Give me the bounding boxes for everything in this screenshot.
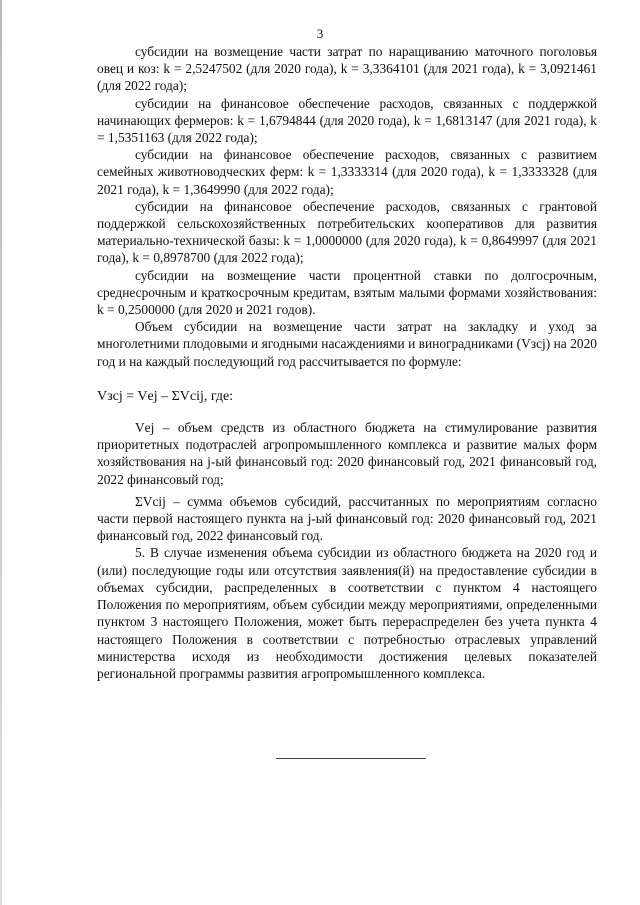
definition-sum-vcij: ΣVсij – сумма объемов субсидий, рассчитанных по мероприятиям согласно части первой настоящего пункта на j-ый финансовый год: 2020 финансовый год, 2021 финансовый год, 2022 финансовый год. <box>97 493 597 544</box>
document-body <box>97 43 597 682</box>
formula: Vзсj = Vеj – ΣVсij, где: <box>97 388 234 404</box>
clause-5: 5. В случае изменения объема субсидии из областного бюджета на 2020 год и (или) последующие годы или отсутствия заявления(й) на предоставление субсидии в объемах субсидии, распределенных в соответствии с пунктом 4 настоящего Положения по мероприятиям, объем субсидии между мероприятиями, определенными пунктом 3 настоящего Положения, может быть перераспределен без учета пункта 4 настоящего Положения в соответствии с потребностью отраслевых управлений министерства исходя из необходимости достижения целевых показателей региональной программы развития агропромышленного комплекса. <box>97 545 597 681</box>
scan-edge <box>0 0 2 905</box>
paragraph-sheep-goats: субсидии на возмещение части затрат по наращиванию маточного поголовья овец и коз: k = 2,5247502 (для 2020 года), k = 3,3364101 (для 2021 года), k = 3,0921461 (для 2022 года); <box>97 44 597 94</box>
definition-vej: Vеj – объем средств из областного бюджета на стимулирование развития приоритетных подотраслей агропромышленного комплекса и развитие малых форм хозяйствования на j-ый финансовый год: 2020 финансовый год, 2021 финансовый год, 2022 финансовый год; <box>97 420 597 487</box>
paragraph-beginning-farmers: субсидии на финансовое обеспечение расходов, связанных с поддержкой начинающих фермеров: k = 1,6794844 (для 2020 года), k = 1,6813147 (для 2021 года), k = 1,5351163 (для 2022 года); <box>97 95 597 146</box>
paragraph-orchards-volume: Объем субсидии на возмещение части затрат на закладку и уход за многолетними плодовыми и ягодными насаждениями и виноградниками (Vзсj) на 2020 год и на каждый последующий год рассчитывается по формуле: <box>97 319 597 369</box>
end-separator-line <box>276 758 426 759</box>
paragraph-interest-rate: субсидии на возмещение части процентной ставки по долгосрочным, среднесрочным и краткосрочным кредитам, взятым малыми формами хозяйствования: k = 0,2500000 (для 2020 и 2021 годов). <box>97 267 597 318</box>
page-number: 3 <box>316 26 324 41</box>
paragraph-family-farms: субсидии на финансовое обеспечение расходов, связанных с развитием семейных животноводческих ферм: k = 1,3333314 (для 2020 года), k = 1,3333328 (для 2021 года), k = 1,3649990 (для 2022 года); <box>97 147 597 197</box>
paragraph-cooperatives: субсидии на финансовое обеспечение расходов, связанных с грантовой поддержкой сельскохозяйственных потребительских кооперативов для развития материально-технической базы: k = 1,0000000 (для 2020 года), k = 0,8649997 (для 2021 года), k = 0,8978700 (для 2022 года); <box>97 198 597 266</box>
